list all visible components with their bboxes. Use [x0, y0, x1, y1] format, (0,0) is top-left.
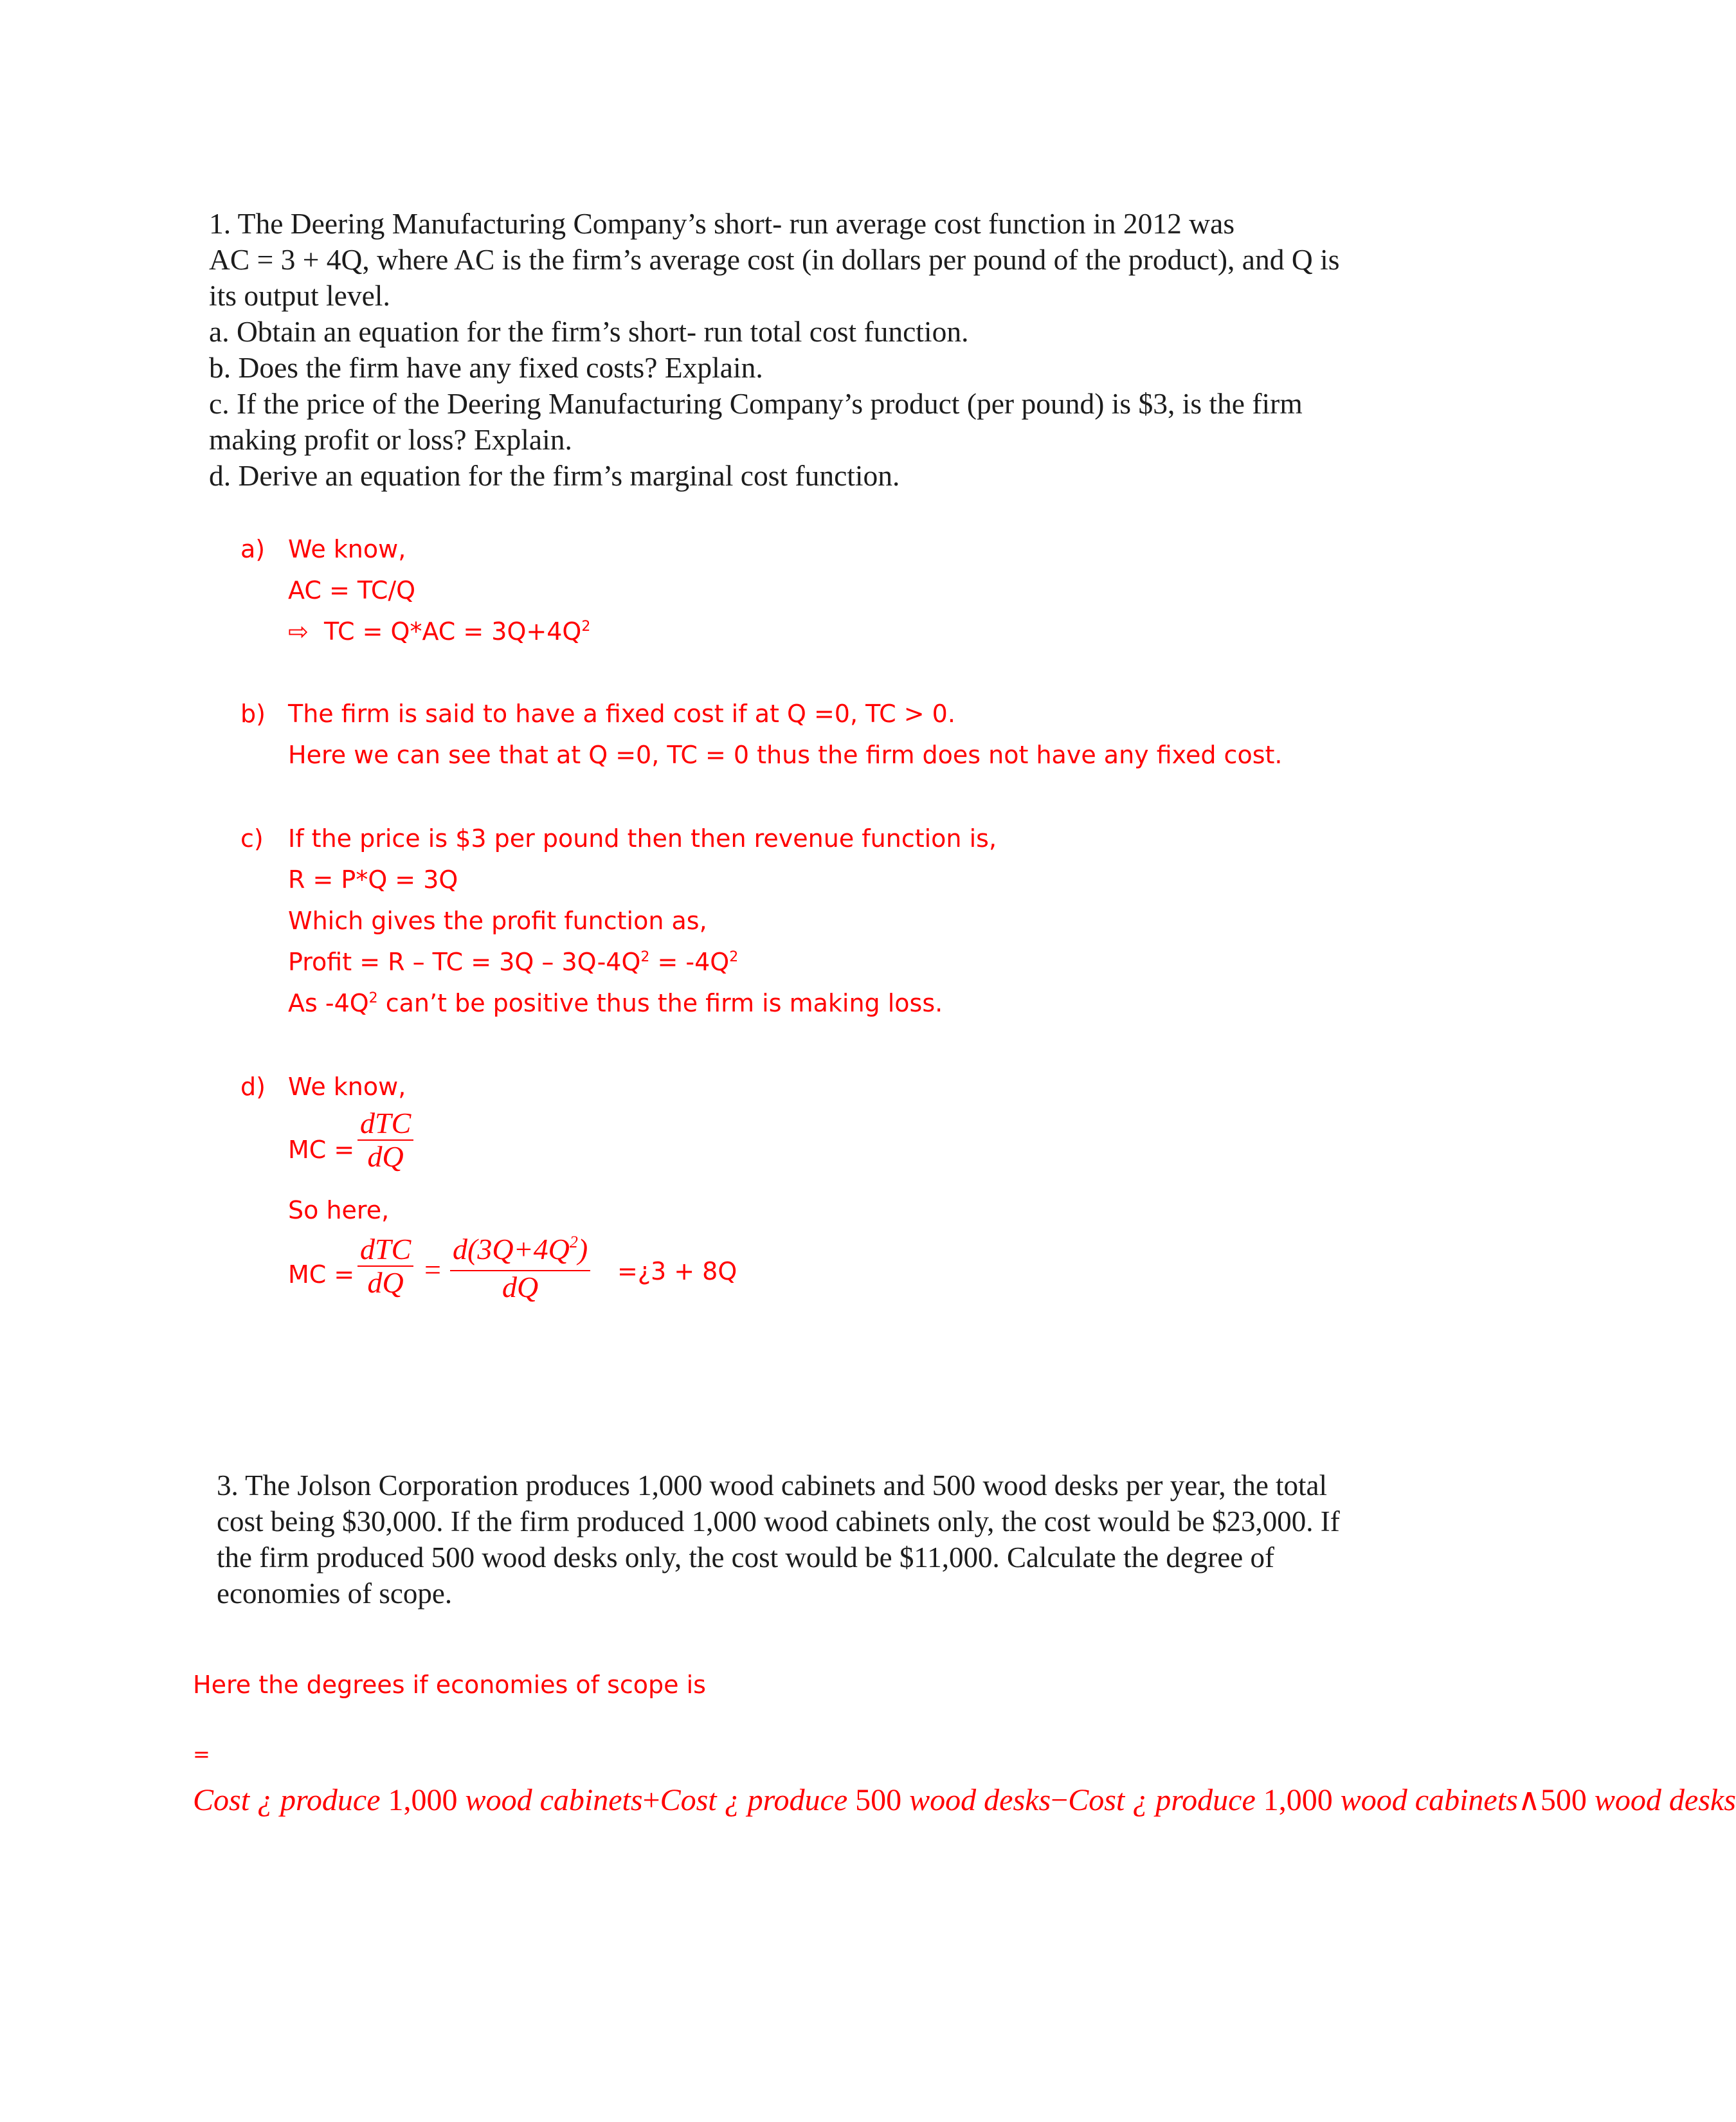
arrow-icon: ⇨ [288, 617, 309, 646]
answer-c-line-5: As $-4Q^2$ can’t be positive thus the firm is making loss. [288, 989, 943, 1017]
answer-c-line-1: If the price is $3 per pound then then revenue function is, [288, 824, 997, 853]
q1-line-7: making profit or loss? Explain. [209, 423, 572, 456]
answer-a-line-1: We know, [288, 535, 406, 563]
scope-formula: Cost ¿ produce 1,000 wood cabinets+Cost ¿ produce 500 wood desks−Cost ¿ produce 1,000 wood cabinets∧500 wood desks [193, 1783, 1736, 1817]
q1-line-4: a. Obtain an equation for the firm’s short- run total cost function. [209, 315, 969, 348]
q1-line-3: its output level. [209, 279, 390, 312]
mc-equals-sign: = [424, 1253, 441, 1286]
mc-fraction-2-numerator: dTC [357, 1233, 413, 1267]
answer-d-line-3: So here, [288, 1196, 390, 1224]
q1-line-5: b. Does the firm have any fixed costs? Explain. [209, 351, 763, 384]
q3-line-2: cost being $30,000. If the firm produced 1,000 wood cabinets only, the cost would be $23,000. If [217, 1505, 1340, 1537]
scope-intro: Here the degrees if economies of scope is [193, 1671, 706, 1699]
mc-fraction-2 [357, 1233, 413, 1299]
mc-fraction-1 [357, 1107, 413, 1173]
q1-line-1: 1. The Deering Manufacturing Company’s short- run average cost function in 2012 was [209, 207, 1235, 240]
scope-equals-sign: = [193, 1742, 210, 1766]
mc-fraction-3 [450, 1233, 590, 1303]
q3-line-4: economies of scope. [217, 1577, 453, 1610]
answer-b-line-1: The firm is said to have a fixed cost if at Q =0, TC > 0. [288, 700, 955, 728]
answer-a-label: a) [240, 535, 266, 563]
q1-line-2: AC = 3 + 4Q, where AC is the firm’s average cost (in dollars per pound of the product), and Q is [209, 243, 1340, 276]
q1-line-8: d. Derive an equation for the firm’s marginal cost function. [209, 459, 900, 492]
mc-label-2: MC = [288, 1260, 355, 1289]
answer-c-line-3: Which gives the profit function as, [288, 907, 707, 935]
mc-label-1: MC = [288, 1136, 355, 1164]
answer-d-label: d) [240, 1073, 266, 1101]
answer-a-line-3: ⇨ TC = $Q*AC = 3Q+4Q^2$ [288, 617, 591, 646]
mc-fraction-3-denominator: dQ [502, 1271, 539, 1303]
mc-fraction-1-denominator: dQ [367, 1140, 404, 1173]
mc-fraction-2-denominator: dQ [367, 1266, 404, 1299]
mc-fraction-1-numerator: dTC [357, 1107, 413, 1141]
answer-c-label: c) [240, 824, 264, 853]
q3-line-3: the firm produced 500 wood desks only, the cost would be $11,000. Calculate the degree of [217, 1541, 1275, 1573]
answer-b-line-2: Here we can see that at Q =0, TC = 0 thus the firm does not have any fixed cost. [288, 741, 1283, 769]
question-3 [217, 1467, 1340, 1611]
mc-result: =¿3 + 8Q [617, 1257, 737, 1285]
answer-a-line-2: AC = TC/Q [288, 576, 416, 604]
answer-c-line-2: R = P*Q = 3Q [288, 866, 458, 894]
q1-line-6: c. If the price of the Deering Manufacturing Company’s product (per pound) is $3, is the firm [209, 387, 1303, 420]
q3-line-1: 3. The Jolson Corporation produces 1,000 wood cabinets and 500 wood desks per year, the total [217, 1469, 1328, 1501]
answer-d-line-1: We know, [288, 1073, 406, 1101]
answer-c-line-4: Profit = R – TC = $3Q - 3Q-4Q^2 = -4Q^2$ [288, 948, 739, 976]
question-1 [209, 206, 1339, 494]
mc-fraction-3-numerator: $d(3Q+4Q^2)$ [450, 1233, 590, 1271]
answer-b-label: b) [240, 700, 266, 728]
